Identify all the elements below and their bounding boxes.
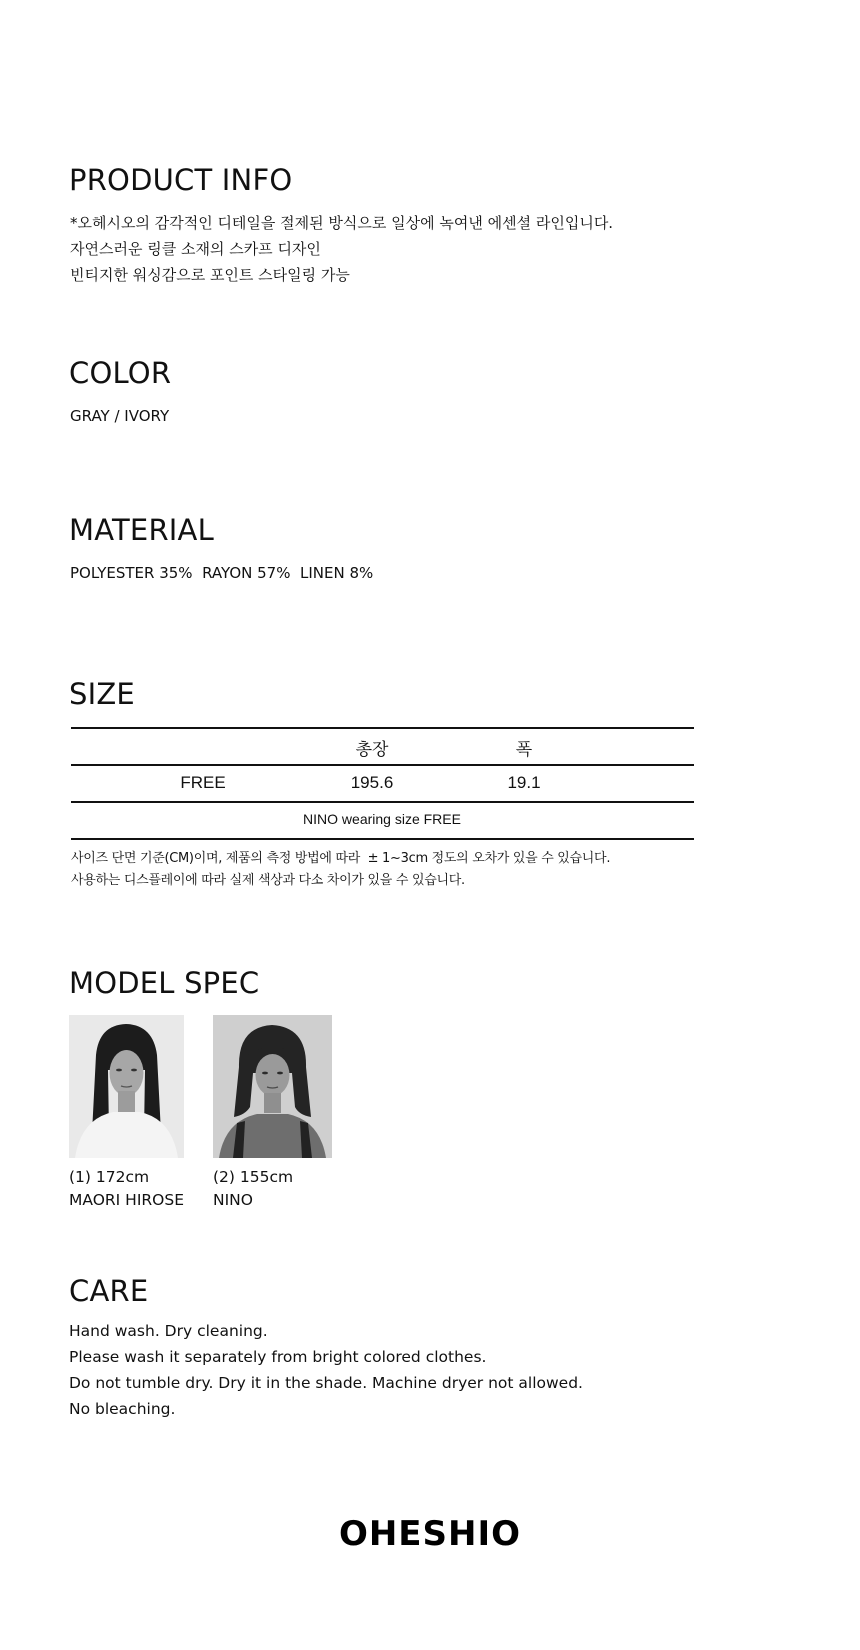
care-line: Please wash it separately from bright colored clothes.: [69, 1348, 487, 1366]
model-size-note: NINO wearing size FREE: [303, 811, 461, 827]
model-caption-1: [69, 1166, 184, 1212]
care-line: Do not tumble dry. Dry it in the shade. Machine dryer not allowed.: [69, 1374, 583, 1392]
model-portrait-image: [69, 1015, 184, 1158]
width-cell: 19.1: [507, 773, 541, 792]
color-heading: COLOR: [69, 356, 172, 390]
product-info-heading: PRODUCT INFO: [69, 163, 293, 197]
table-rule: [71, 801, 694, 803]
table-rule-bottom: [71, 838, 694, 840]
care-heading: CARE: [69, 1274, 149, 1308]
model-name: NINO: [213, 1191, 253, 1209]
model-caption-2: [213, 1166, 293, 1212]
model-height: (1) 172cm: [69, 1168, 150, 1186]
care-line: No bleaching.: [69, 1400, 176, 1418]
care-instructions: [69, 1318, 583, 1422]
size-heading: SIZE: [69, 677, 135, 711]
product-info-text: [70, 210, 613, 288]
length-cell: 195.6: [350, 773, 394, 792]
material-value: POLYESTER 35% RAYON 57% LINEN 8%: [70, 564, 374, 582]
product-info-line: 빈티지한 워싱감으로 포인트 스타일링 가능: [70, 266, 350, 284]
material-heading: MATERIAL: [69, 513, 214, 547]
product-info-line: *오헤시오의 감각적인 디테일을 절제된 방식으로 일상에 녹여낸 에센셜 라인입니다.: [70, 214, 614, 232]
brand-logo: OHESHIO: [338, 1514, 522, 1554]
model-photo-nino: [213, 1015, 332, 1158]
model-name: MAORI HIROSE: [69, 1191, 185, 1209]
product-info-line: 자연스러운 링클 소재의 스카프 디자인: [70, 240, 321, 258]
size-notes: [71, 848, 610, 892]
width-column-header: 폭: [515, 740, 533, 759]
size-note-line: 사이즈 단면 기준(CM)이며, 제품의 측정 방법에 따라 ± 1~3cm 정도의 오차가 있을 수 있습니다.: [71, 851, 611, 866]
table-rule: [71, 764, 694, 766]
length-column-header: 총장: [355, 740, 389, 759]
size-cell: FREE: [180, 773, 226, 792]
size-note-line: 사용하는 디스플레이에 따라 실제 색상과 다소 차이가 있을 수 있습니다.: [71, 873, 465, 888]
color-value: GRAY / IVORY: [70, 407, 170, 425]
model-photo-maori: [69, 1015, 184, 1158]
table-rule-top: [71, 727, 694, 729]
care-line: Hand wash. Dry cleaning.: [69, 1322, 268, 1340]
model-portrait-image: [213, 1015, 332, 1158]
model-height: (2) 155cm: [213, 1168, 294, 1186]
model-spec-heading: MODEL SPEC: [69, 966, 260, 1000]
